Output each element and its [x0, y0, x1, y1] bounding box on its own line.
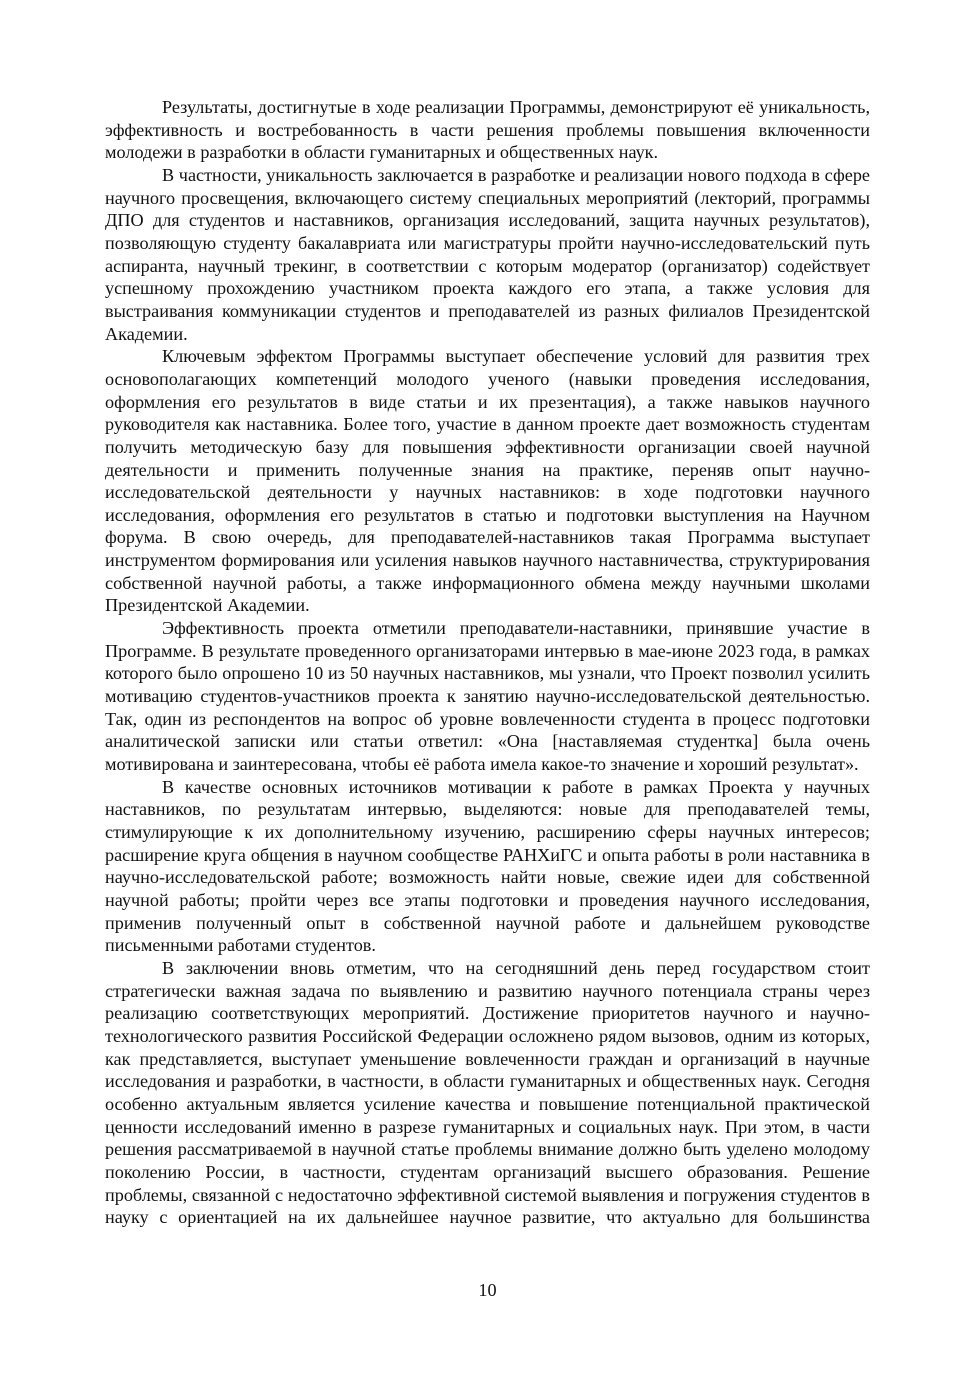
paragraph-effectiveness: Эффективность проекта отметили преподаватели-наставники, принявшие участие в Программе. В результате проведенного организаторами интервью в мае-июне 2023 года, в рамках которого было опрошено 10 из 50 научных наставников, мы узнали, что Проект позволил усилить мотивацию студентов-участников проекта к занятию научно-исследовательской деятельностью. Так, один из респондентов на вопрос об уровне вовлеченности студента в процесс подготовки аналитической записки или статьи ответил: «Она [наставляемая студентка] была очень мотивирована и заинтересована, чтобы её работа имела какое-то значение и хороший результат».: [105, 618, 870, 775]
paragraph-key-effect: Ключевым эффектом Программы выступает обеспечение условий для развития трех основополагающих компетенций молодого ученого (навыки проведения исследования, оформления его результатов в виде статьи и их презентация), а также навыков научного руководителя как наставника. Более того, участие в данном проекте дает возможность студентам получить методическую базу для повышения эффективности организации своей научной деятельности и применить полученные знания на практике, переняв опыт научно-исследовательской деятельности у научных наставников: в ходе подготовки научного исследования, оформления его результатов в статью и подготовки выступления на Научном форума. В свою очередь, для преподавателей-наставников такая Программа выступает инструментом формирования или усиления навыков научного наставничества, структурирования собственной научной работы, а также информационного обмена между научными школами Президентской Академии.: [105, 346, 870, 616]
paragraph-conclusion: В заключении вновь отметим, что на сегодняшний день перед государством стоит стратегически важная задача по выявлению и развитию научного потенциала страны через реализацию соответствующих мероприятий. Достижение приоритетов научного и научно-технологического развития Российской Федерации осложнено рядом вызовов, одним из которых, как представляется, выступает уменьшение вовлеченности граждан и организаций в научные исследования и разработки, в частности, в области гуманитарных и общественных наук. Сегодня особенно актуальным является усиление качества и повышение потенциальной практической ценности исследований именно в разрезе гуманитарных и социальных наук. При этом, в части решения рассматриваемой в научной статье проблемы внимание должно быть уделено молодому поколению России, в частности, студентам организаций высшего образования. Решение проблемы, связанной с недостаточно эффективной системой выявления и погружения студентов в науку с ориентацией на их дальнейшее научное развитие, что актуально для большинства: [105, 957, 870, 1228]
page-number: 10: [478, 1280, 497, 1300]
paragraph-uniqueness: В частности, уникальность заключается в разработке и реализации нового подхода в сфере научного просвещения, включающего систему специальных мероприятий (лекторий, программы ДПО для студентов и наставников, организация исследований, защита научных результатов), позволяющую студенту бакалавриата или магистратуры пройти научно-исследовательский путь аспиранта, научный трекинг, в соответствии с которым модератор (организатор) содействует успешному прохождению участником проекта каждого его этапа, а также условия для выстраивания коммуникации студентов и преподавателей из разных филиалов Президентской Академии.: [105, 164, 870, 344]
paragraph-motivation-sources: В качестве основных источников мотивации к работе в рамках Проекта у научных наставников, по результатам интервью, выделяются: новые для преподавателей темы, стимулирующие к их дополнительному изучению, расширению сферы научных интересов; расширение круга общения в научном сообществе РАНХиГС и опыта работы в роли наставника в научно-исследовательской работе; возможность найти новые, свежие идеи для собственной научной работы; пройти через все этапы подготовки и проведения научного исследования, применив полученный опыт в собственной научной работе и дальнейшем руководстве письменными работами студентов.: [105, 776, 870, 956]
document-body: [105, 96, 870, 1229]
paragraph-results: Результаты, достигнутые в ходе реализации Программы, демонстрируют её уникальность, эффективность и востребованность в части решения проблемы повышения включенности молодежи в разработки в области гуманитарных и общественных наук.: [105, 97, 870, 163]
